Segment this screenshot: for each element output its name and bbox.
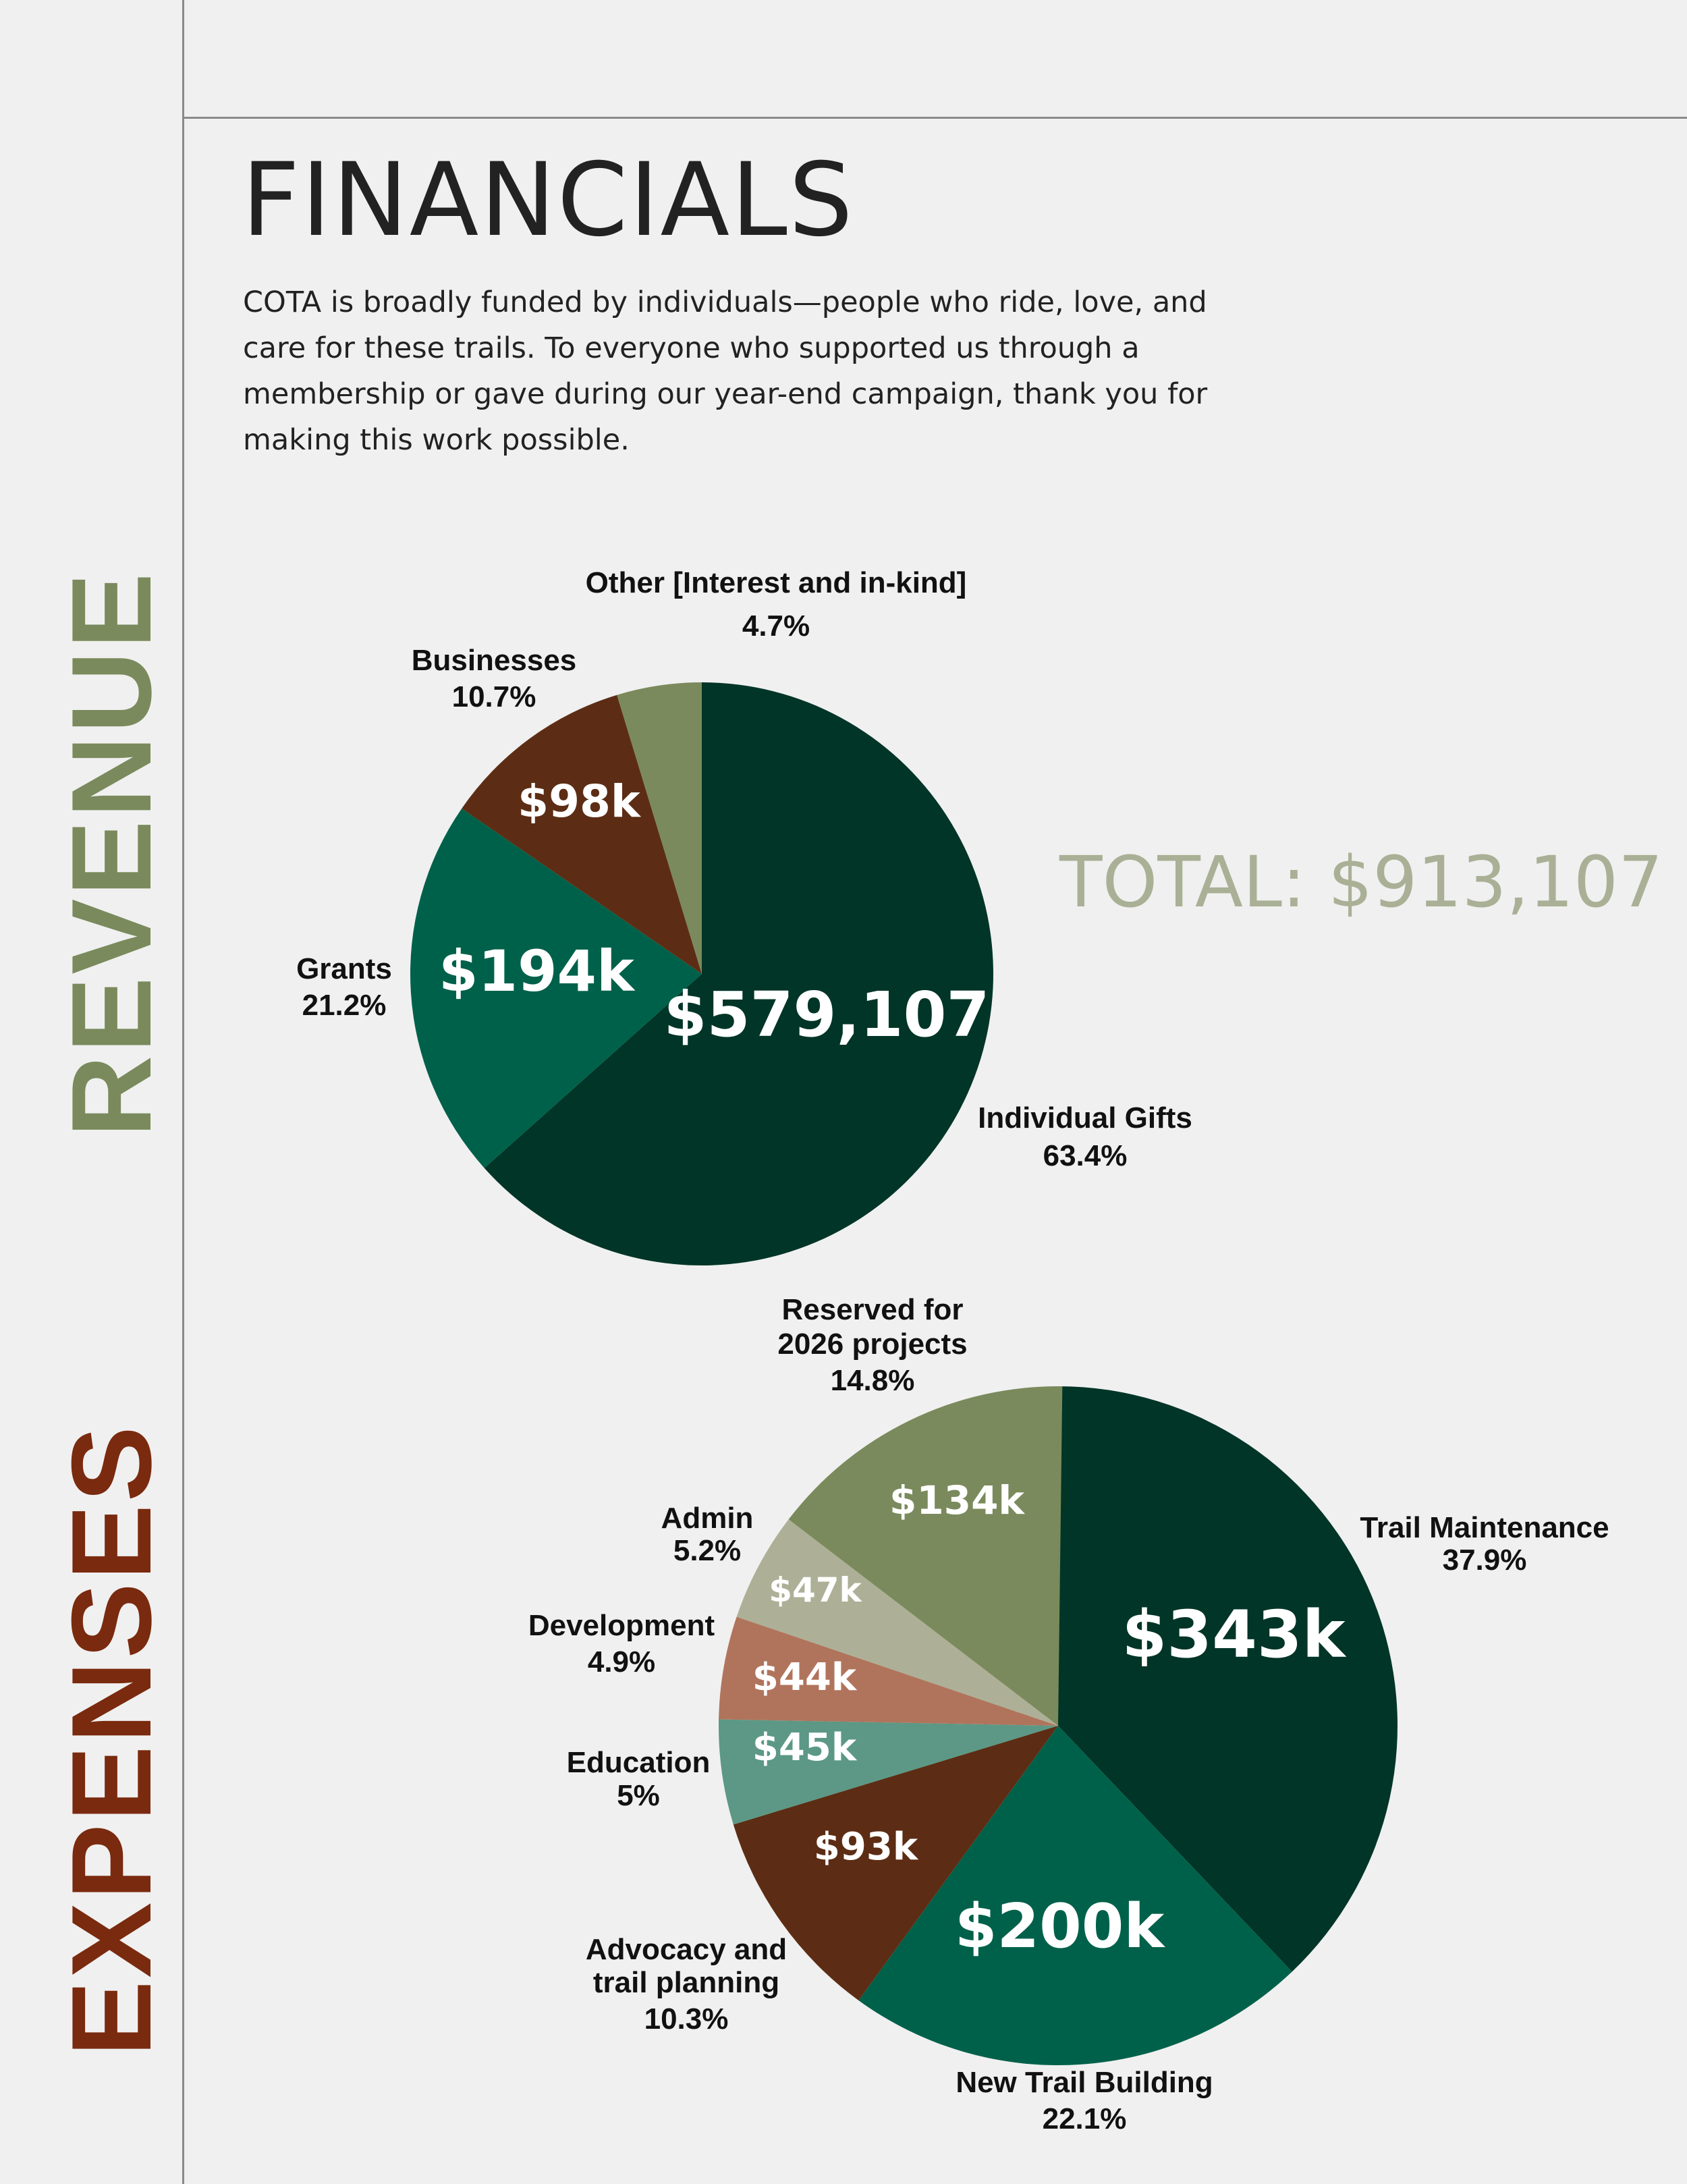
revenue-pie-label-individual-gifts: Individual Gifts xyxy=(978,1101,1192,1135)
expenses-pie-percent-development: 4.9% xyxy=(587,1645,656,1678)
expenses-pie-value-new-trail-building: $200k xyxy=(954,1891,1165,1962)
expenses-pie-label-admin: Admin xyxy=(661,1502,754,1535)
revenue-pie-percent-other-interest-and-in-kind: 4.7% xyxy=(742,609,810,643)
expenses-pie-value-admin: $47k xyxy=(769,1571,862,1610)
revenue-pie-percent-individual-gifts: 63.4% xyxy=(1043,1139,1128,1172)
expenses-pie-label-new-trail-building: New Trail Building xyxy=(956,2066,1213,2099)
expenses-pie-percent-admin: 5.2% xyxy=(673,1534,742,1567)
intro-paragraph: COTA is broadly funded by individuals—people who ride, love, and care for these trails. To everyone who supported us through a membership or gave during our year-end campaign, thank you for making this work possible. xyxy=(243,285,1208,457)
expenses-pie-label-education: Education xyxy=(566,1746,711,1779)
expenses-pie-chart xyxy=(528,1293,1609,2135)
expenses-pie-value-trail-maintenance: $343k xyxy=(1122,1597,1346,1672)
revenue-pie-label-grants: Grants xyxy=(296,952,392,985)
expenses-pie-percent-trail-maintenance: 37.9% xyxy=(1442,1544,1527,1577)
expenses-pie-percent-new-trail-building: 22.1% xyxy=(1042,2102,1127,2135)
expenses-pie-label-advocacy-and-trail-planning: Advocacy and xyxy=(585,1933,787,1966)
expenses-pie-label-reserved-for-2026-projects: Reserved for xyxy=(781,1293,964,1326)
revenue-pie-value-businesses: $98k xyxy=(518,775,640,827)
revenue-pie-label-other-interest-and-in-kind: Other [Interest and in-kind] xyxy=(585,566,967,599)
expenses-pie-value-advocacy-and-trail-planning: $93k xyxy=(813,1825,918,1869)
revenue-pie-chart xyxy=(296,566,1192,1265)
expenses-pie-value-reserved-for-2026-projects: $134k xyxy=(889,1477,1024,1523)
revenue-pie-value-individual-gifts: $579,107 xyxy=(663,979,990,1051)
expenses-pie-label-reserved-for-2026-projects: 2026 projects xyxy=(777,1328,968,1361)
revenue-pie-value-grants: $194k xyxy=(439,938,634,1004)
revenue-pie-percent-businesses: 10.7% xyxy=(451,680,536,713)
revenue-total: TOTAL: $913,107 xyxy=(1059,841,1663,923)
revenue-heading: REVENUE xyxy=(48,570,175,1138)
expenses-pie-percent-advocacy-and-trail-planning: 10.3% xyxy=(644,2002,729,2036)
expenses-heading: EXPENSES xyxy=(48,1423,175,2056)
expenses-pie-value-education: $45k xyxy=(752,1726,857,1770)
expenses-pie-value-development: $44k xyxy=(752,1656,857,1699)
revenue-pie-percent-grants: 21.2% xyxy=(302,989,387,1022)
expenses-pie-percent-education: 5% xyxy=(617,1779,660,1812)
expenses-pie-label-trail-maintenance: Trail Maintenance xyxy=(1360,1511,1609,1544)
page-title: FINANCIALS xyxy=(242,142,854,259)
revenue-pie-label-businesses: Businesses xyxy=(411,644,577,677)
expenses-pie-label-advocacy-and-trail-planning: trail planning xyxy=(592,1966,780,1999)
expenses-pie-percent-reserved-for-2026-projects: 14.8% xyxy=(830,1364,915,1397)
expenses-pie-label-development: Development xyxy=(528,1609,715,1642)
